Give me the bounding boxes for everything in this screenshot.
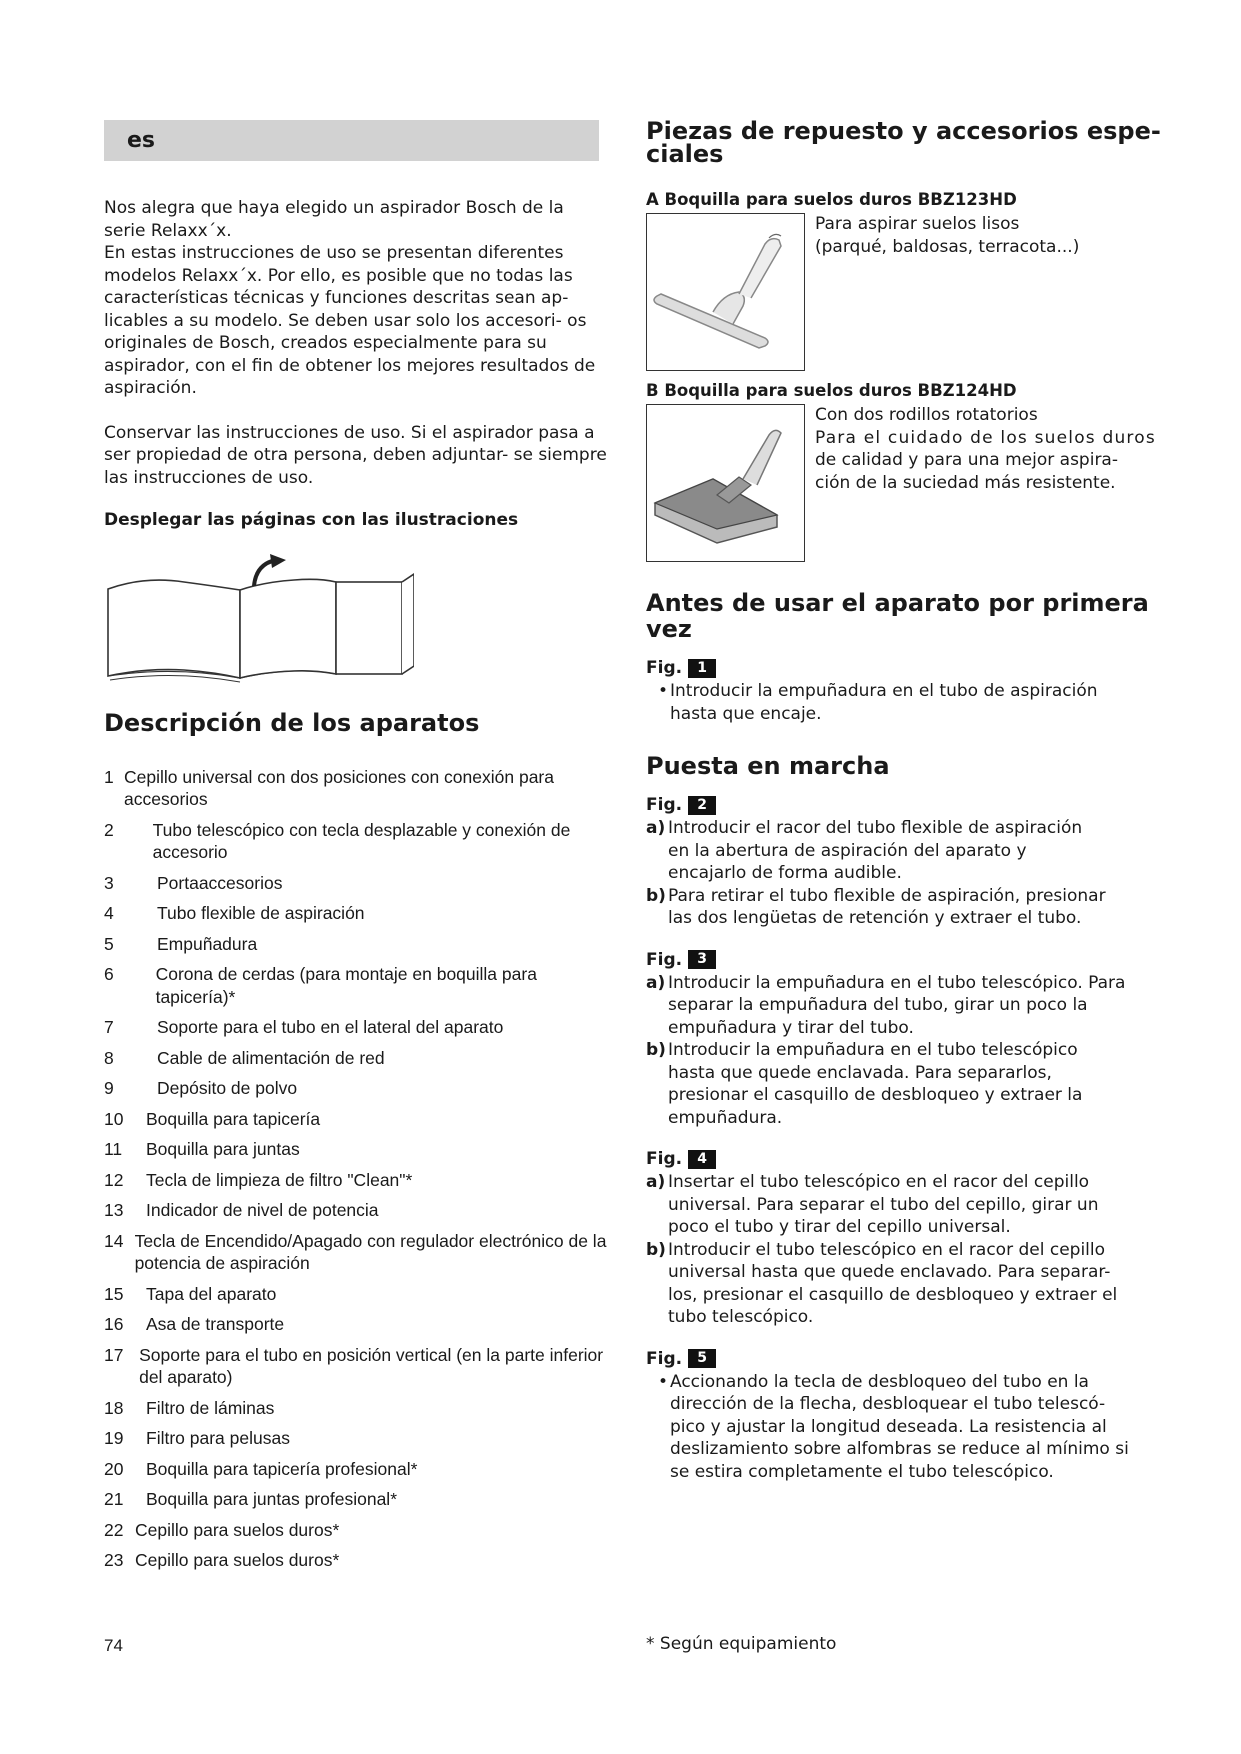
accessory-a-description: Para aspirar suelos lisos (parqué, baldosas, terracota...) xyxy=(815,214,1080,257)
hard-floor-nozzle-bbz124hd-image xyxy=(646,404,805,562)
fig-2-step-b: b) Para retirar el tubo flexible de aspiración, presionar las dos lengüetas de retención y extraer el tubo. xyxy=(646,885,1106,928)
page-number: 74 xyxy=(104,1636,123,1655)
list-item: 13 Indicador de nivel de potencia xyxy=(104,1200,379,1220)
list-item: 1 Cepillo universal con dos posiciones con conexión para accesorios xyxy=(104,766,554,809)
fold-out-pages-illustration xyxy=(104,554,414,684)
intro-paragraph-3: Conservar las instrucciones de uso. Si el aspirador pasa a ser propiedad de otra persona, deben adjuntar- se siempre las instrucciones de uso. xyxy=(104,422,607,488)
fig-4-step-b: b) Introducir el tubo telescópico en el racor del cepillo universal hasta que quede enclavado. Para separar- los, presionar el casquillo de desbloqueo y extraer el tubo telescópico. xyxy=(646,1239,1118,1327)
fig-3-label: Fig. 3 xyxy=(646,948,1176,972)
list-item: 7 Soporte para el tubo en el lateral del aparato xyxy=(104,1017,504,1037)
parts-list xyxy=(104,766,609,1572)
list-item: 12 Tecla de limpieza de filtro "Clean"* xyxy=(104,1169,413,1190)
fig-5-label: Fig. 5 xyxy=(646,1347,1176,1371)
left-column xyxy=(104,120,609,1580)
unfold-pages-heading: Desplegar las páginas con las ilustraciones xyxy=(104,510,519,530)
accessory-a-title: A Boquilla para suelos duros BBZ123HD xyxy=(646,190,1017,209)
list-item: 11 Boquilla para juntas xyxy=(104,1139,300,1159)
fig-2-label: Fig. 2 xyxy=(646,793,1176,817)
language-tab xyxy=(104,120,599,161)
list-item: 9 Depósito de polvo xyxy=(104,1078,298,1098)
list-item: 8 Cable de alimentación de red xyxy=(104,1047,385,1068)
list-item: 4 Tubo flexible de aspiración xyxy=(104,903,365,923)
accessory-b xyxy=(646,404,1176,562)
startup-title: Puesta en marcha xyxy=(646,752,890,780)
list-item: 17 Soporte para el tubo en posición vertical (en la parte inferior del aparato) xyxy=(104,1344,604,1387)
list-item: 2 Tubo telescópico con tecla desplazable y conexión de accesorio xyxy=(104,819,571,862)
fig-3-step-b: b) Introducir la empuñadura en el tubo telescópico hasta que quede enclavada. Para separarlos, presionar el casquillo de desbloqueo y extraer la empuñadura. xyxy=(646,1040,1083,1128)
list-item: 21 Boquilla para juntas profesional* xyxy=(104,1489,397,1509)
intro-paragraph-1: Nos alegra que haya elegido un aspirador Bosch de la serie Relaxx´x. xyxy=(104,198,564,241)
footnote: * Según equipamiento xyxy=(646,1634,837,1654)
fig-4-label: Fig. 4 xyxy=(646,1147,1176,1171)
fig-4-step-a: a) Insertar el tubo telescópico en el racor del cepillo universal. Para separar el tubo del cepillo, girar un poco el tubo y tirar del cepillo universal. xyxy=(646,1172,1099,1237)
first-use-title: Antes de usar el aparato por primera vez xyxy=(646,589,1149,643)
list-item: 22 Cepillo para suelos duros* xyxy=(104,1519,340,1540)
accessory-a xyxy=(646,213,1176,371)
accessories-title: Piezas de repuesto y accesorios espe- ciales xyxy=(646,117,1161,168)
fig-2-step-a: a) Introducir el racor del tubo flexible de aspiración en la abertura de aspiración del aparato y encajarlo de forma audible. xyxy=(646,818,1083,883)
list-item: 23 Cepillo para suelos duros* xyxy=(104,1550,340,1570)
list-item: 19 Filtro para pelusas xyxy=(104,1428,290,1448)
intro-paragraph-2: En estas instrucciones de uso se presentan diferentes modelos Relaxx´x. Por ello, es posible que no todas las características técnicas y funciones descritas sean ap- licables a su modelo. Se deben usar solo los accesori- os originales de Bosch, creados especialmente para su aspirador, con el fin de obtener los mejores resultados de aspiración. xyxy=(104,243,596,398)
list-item: 14 Tecla de Encendido/Apagado con regulador electrónico de la potencia de aspiración xyxy=(104,1230,607,1273)
list-item: 15 Tapa del aparato xyxy=(104,1283,277,1304)
right-column xyxy=(646,117,1176,1483)
fig-3-step-a: a) Introducir la empuñadura en el tubo telescópico. Para separar la empuñadura del tubo, girar un poco la empuñadura y tirar del tubo. xyxy=(646,972,1126,1038)
list-item: 10 Boquilla para tapicería xyxy=(104,1108,321,1129)
list-item: 6 Corona de cerdas (para montaje en boquilla para tapicería)* xyxy=(104,964,537,1007)
list-item: 18 Filtro de láminas xyxy=(104,1397,275,1418)
accessory-b-description: Con dos rodillos rotatorios Para el cuidado de los suelos duros de calidad y para una mejor aspira- ción de la suciedad más resistente. xyxy=(815,405,1156,493)
description-title: Descripción de los aparatos xyxy=(104,708,480,737)
list-item: 16 Asa de transporte xyxy=(104,1314,285,1334)
fig-1-label: Fig. 1 xyxy=(646,656,1176,680)
list-item: 3 Portaaccesorios xyxy=(104,872,283,893)
fig-5-step: • Accionando la tecla de desbloqueo del tubo en la dirección de la flecha, desbloquear el tubo telescó- pico y ajustar la longitud deseada. La resistencia al deslizamiento sobre alfombras se reduce al mínimo si se estira completamente el tubo telescópico. xyxy=(657,1371,1129,1482)
list-item: 20 Boquilla para tapicería profesional* xyxy=(104,1458,418,1479)
hard-floor-nozzle-bbz123hd-image xyxy=(646,213,805,371)
accessory-b-title: B Boquilla para suelos duros BBZ124HD xyxy=(646,381,1017,400)
list-item: 5 Empuñadura xyxy=(104,933,258,954)
first-use-step: • Introducir la empuñadura en el tubo de aspiración hasta que encaje. xyxy=(657,681,1098,724)
language-code: es xyxy=(127,128,156,153)
